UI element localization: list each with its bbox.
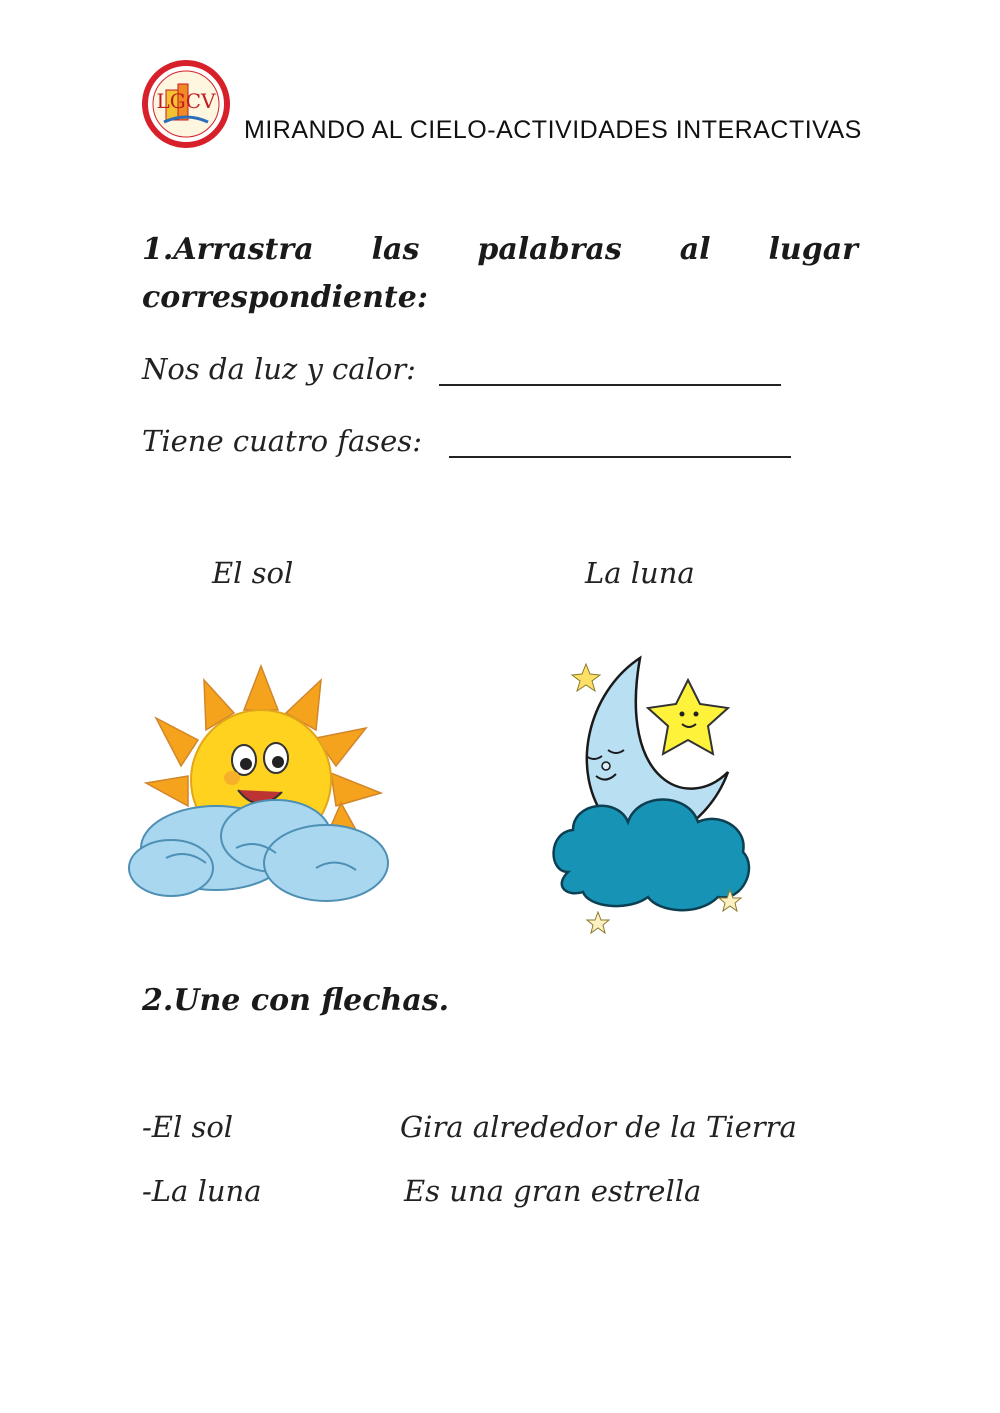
- exercise2-heading: 2.Une con flechas.: [142, 983, 450, 1018]
- heading-word: al: [679, 232, 711, 267]
- fill-row-1: [142, 352, 781, 386]
- draggable-word-sol[interactable]: El sol: [212, 556, 294, 590]
- draggable-word-luna[interactable]: La luna: [585, 556, 695, 590]
- fill-row-2: [142, 424, 791, 458]
- drop-target-2[interactable]: [449, 426, 791, 458]
- heading-word: palabras: [477, 232, 622, 267]
- match-right-gira[interactable]: Gira alrededor de la Tierra: [400, 1110, 797, 1144]
- drop-target-1[interactable]: [439, 354, 781, 386]
- exercise1-heading: [142, 232, 858, 267]
- heading-word: 1.Arrastra: [142, 232, 314, 267]
- fill-row-label: Nos da luz y calor:: [142, 352, 416, 386]
- match-left-sol[interactable]: -El sol: [142, 1110, 234, 1144]
- heading-word: las: [371, 232, 420, 267]
- logo-letters: LGCV: [156, 89, 216, 113]
- moon-illustration: [548, 652, 758, 942]
- page-title: MIRANDO AL CIELO-ACTIVIDADES INTERACTIVAS: [244, 116, 862, 144]
- sun-illustration: [126, 658, 396, 918]
- match-right-estrella[interactable]: Es una gran estrella: [404, 1174, 702, 1208]
- match-left-luna[interactable]: -La luna: [142, 1174, 262, 1208]
- exercise1-heading-line2: correspondiente:: [142, 280, 428, 315]
- heading-word: lugar: [768, 232, 858, 267]
- school-logo: [142, 60, 230, 148]
- fill-row-label: Tiene cuatro fases:: [142, 424, 422, 458]
